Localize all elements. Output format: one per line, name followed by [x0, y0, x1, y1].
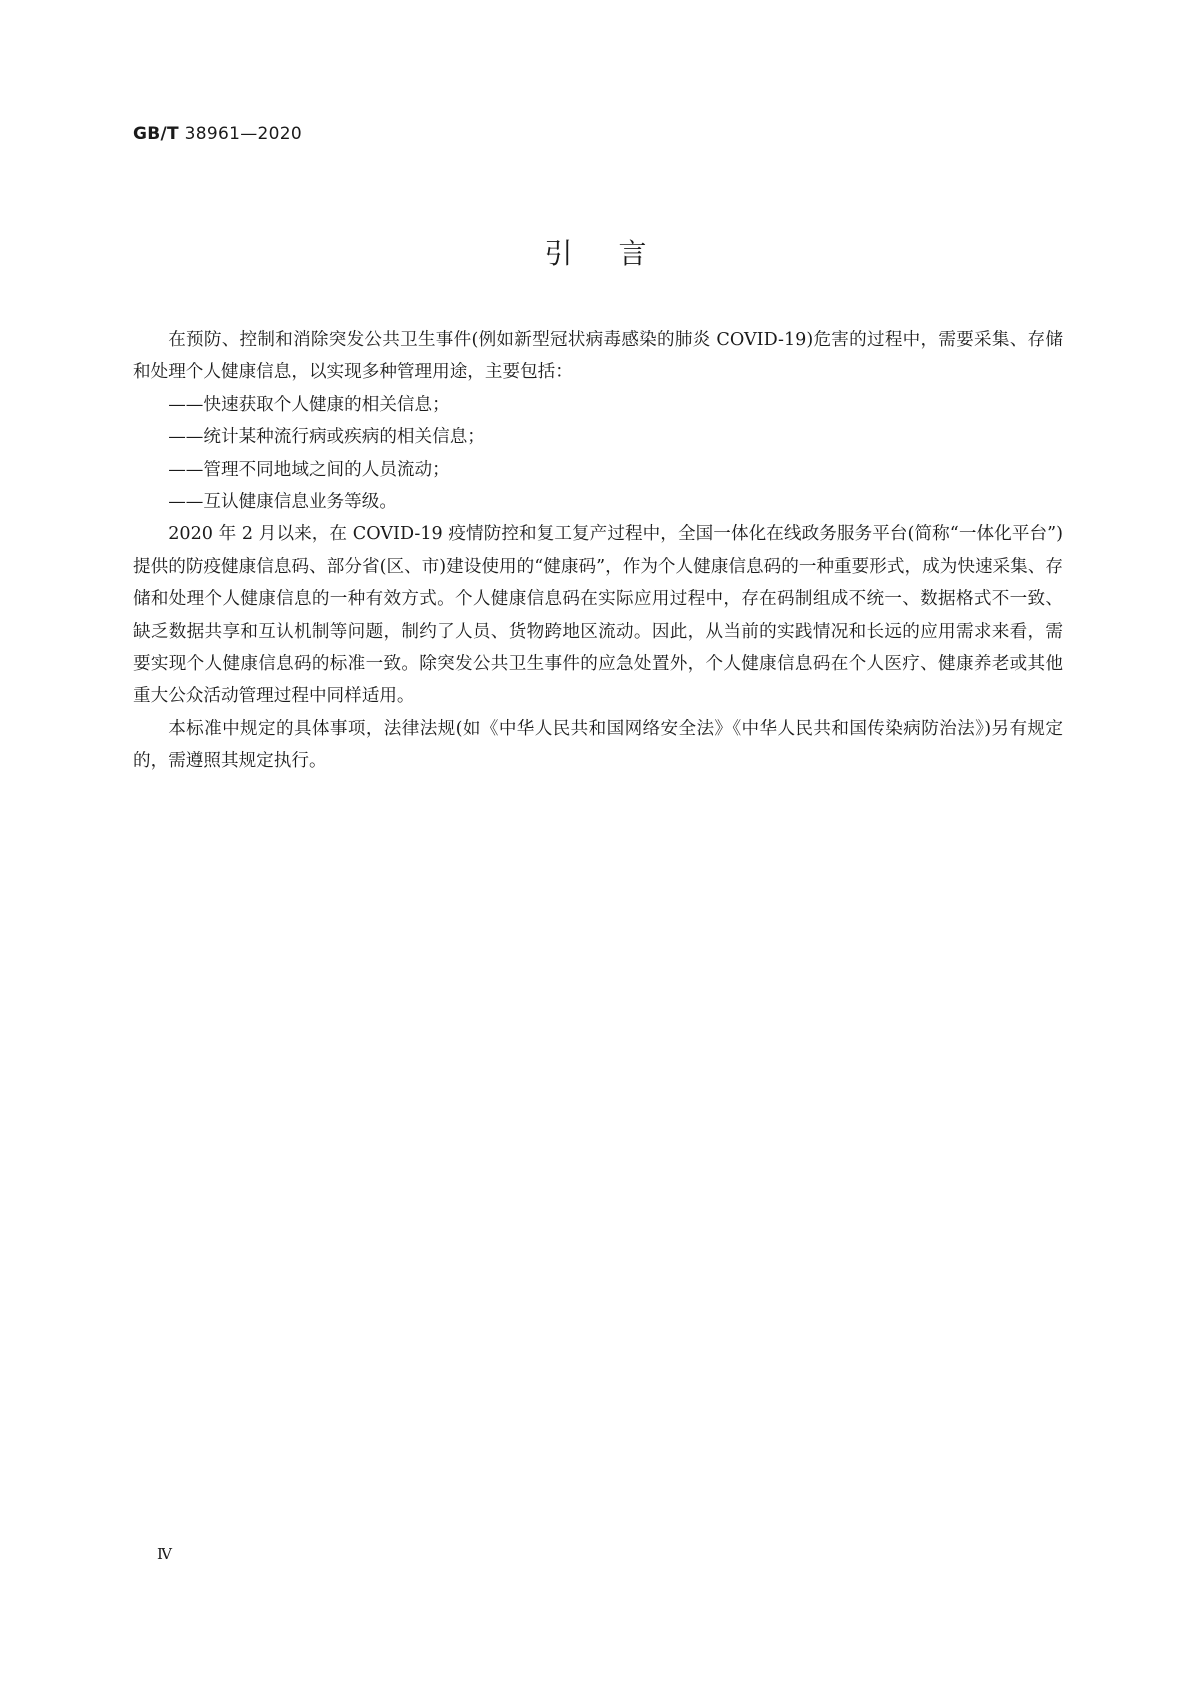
standard-code: [133, 124, 302, 144]
list-item: ——统计某种流行病或疾病的相关信息；: [168, 427, 485, 448]
paragraph-legal: 本标准中规定的具体事项，法律法规(如《中华人民共和国网络安全法》《中华人民共和国传染病防治法》)另有规定的，需遵照其规定执行。: [133, 718, 1063, 772]
page-number: Ⅳ: [157, 1545, 172, 1563]
list-item: ——管理不同地域之间的人员流动；: [168, 459, 450, 480]
paragraph-purpose: 在预防、控制和消除突发公共卫生事件(例如新型冠状病毒感染的肺炎 COVID-19)危害的过程中，需要采集、存储和处理个人健康信息，以实现多种管理用途，主要包括：: [133, 330, 1063, 383]
standard-prefix: GB/T: [133, 124, 179, 144]
paragraph-background: 2020 年 2 月以来，在 COVID-19 疫情防控和复工复产过程中，全国一体化在线政务服务平台(简称“一体化平台”)提供的防疫健康信息码、部分省(区、市)建设使用的“健康码”，作为个人健康信息码的一种重要形式，成为快速采集、存储和处理个人健康信息的一种有效方式。个人健康信息码在实际应用过程中，存在码制组成不统一、数据格式不一致、缺乏数据共享和互认机制等问题，制约了人员、货物跨地区流动。因此，从当前的实践情况和长远的应用需求来看，需要实现个人健康信息码的标准一致。除突发公共卫生事件的应急处置外，个人健康信息码在个人医疗、健康养老或其他重大公众活动管理过程中同样适用。: [133, 524, 1063, 707]
introduction-body: [133, 324, 1063, 778]
standard-number: 38961—2020: [184, 124, 302, 144]
list-item: ——互认健康信息业务等级。: [168, 492, 397, 513]
list-item: ——快速获取个人健康的相关信息；: [168, 394, 450, 415]
section-title: 引言: [544, 237, 693, 270]
